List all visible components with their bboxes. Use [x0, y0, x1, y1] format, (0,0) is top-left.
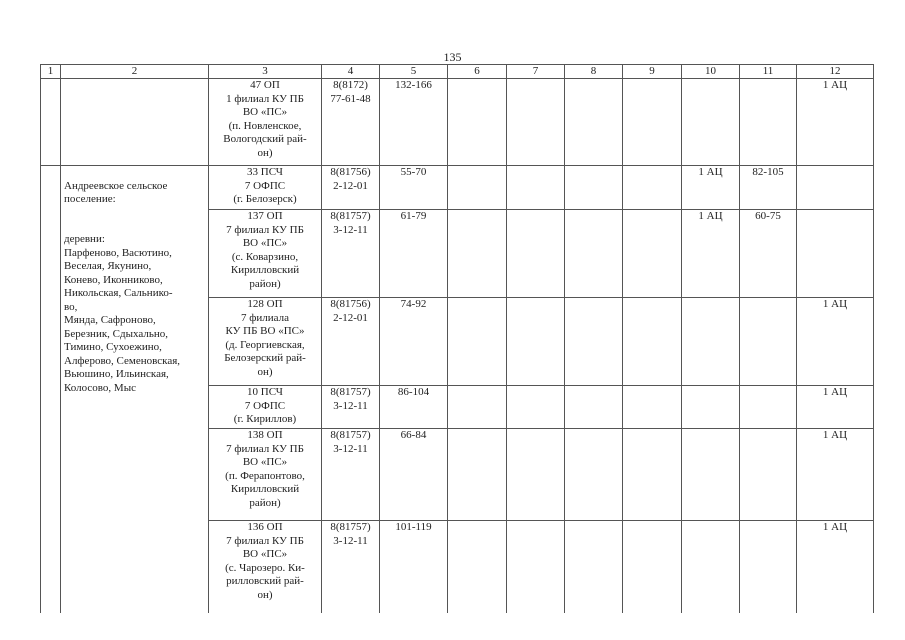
- table-cell: [565, 79, 623, 166]
- page-number: 135: [443, 50, 462, 64]
- table-cell: [507, 166, 565, 210]
- phone-cell: 8(81757) 3-12-11: [322, 429, 380, 521]
- table-cell: [448, 210, 507, 298]
- column-header: 12: [797, 65, 874, 79]
- col11-cell: 82-105: [740, 166, 797, 210]
- col11-cell: [740, 429, 797, 521]
- table-cell: [565, 429, 623, 521]
- col12-cell: 1 АЦ: [797, 386, 874, 429]
- settlement-villages: деревни: Парфеново, Васютино, Веселая, Якунино, Конево, Иконниково, Никольская, Сальнико- во, Мянда, Сафроново, Березник, Сдыхально, Тимино, Сухоежино, Алферово, Семеновская, Вьюшино, Ильинская, Колосово, Мыс: [64, 233, 181, 394]
- unit-cell: 128 ОП 7 филиала КУ ПБ ВО «ПС» (д. Георгиевская, Белозерский рай- он): [209, 298, 322, 386]
- unit-cell: 47 ОП 1 филиал КУ ПБ ВО «ПС» (п. Новленское, Вологодский рай- он): [209, 79, 322, 166]
- unit-cell: 33 ПСЧ 7 ОФПС (г. Белозерск): [209, 166, 322, 210]
- table-cell: [448, 79, 507, 166]
- col10-cell: [682, 429, 740, 521]
- table-cell: [623, 166, 682, 210]
- col11-cell: [740, 79, 797, 166]
- column-header: 5: [380, 65, 448, 79]
- column-header: 9: [623, 65, 682, 79]
- table-row: [41, 166, 874, 210]
- phone-cell: 8(81757) 3-12-11: [322, 386, 380, 429]
- table-cell: [565, 210, 623, 298]
- col12-cell: 1 АЦ: [797, 298, 874, 386]
- col11-cell: [740, 298, 797, 386]
- range-cell: 55-70: [380, 166, 448, 210]
- table-cell: [507, 429, 565, 521]
- table-cell: [448, 166, 507, 210]
- col11-cell: [740, 521, 797, 613]
- table-cell: [448, 521, 507, 613]
- table-cell: [448, 386, 507, 429]
- phone-cell: 8(81756) 2-12-01: [322, 166, 380, 210]
- col10-cell: 1 АЦ: [682, 210, 740, 298]
- column-header: 4: [322, 65, 380, 79]
- table-cell: [61, 79, 209, 166]
- table-cell: [507, 298, 565, 386]
- col12-cell: 1 АЦ: [797, 79, 874, 166]
- column-number-row: [41, 65, 874, 79]
- fire-coverage-table: [40, 64, 874, 613]
- column-header: 7: [507, 65, 565, 79]
- table-cell: [448, 429, 507, 521]
- table-cell: [507, 210, 565, 298]
- unit-cell: 137 ОП 7 филиал КУ ПБ ВО «ПС» (с. Коварзино, Кирилловский район): [209, 210, 322, 298]
- col10-cell: [682, 79, 740, 166]
- col11-cell: [740, 386, 797, 429]
- table-cell: [565, 386, 623, 429]
- col12-cell: 1 АЦ: [797, 429, 874, 521]
- table-cell: [565, 166, 623, 210]
- phone-cell: 8(81757) 3-12-11: [322, 210, 380, 298]
- col10-cell: [682, 386, 740, 429]
- table-cell: [565, 521, 623, 613]
- col12-cell: [797, 210, 874, 298]
- range-cell: 61-79: [380, 210, 448, 298]
- table-cell: [623, 210, 682, 298]
- unit-cell: 10 ПСЧ 7 ОФПС (г. Кириллов): [209, 386, 322, 429]
- phone-cell: 8(81757) 3-12-11: [322, 521, 380, 613]
- column-header: 10: [682, 65, 740, 79]
- table-cell: [507, 386, 565, 429]
- table-row: [41, 79, 874, 166]
- column-header: 11: [740, 65, 797, 79]
- table-cell: [623, 79, 682, 166]
- column-header: 6: [448, 65, 507, 79]
- unit-cell: 136 ОП 7 филиал КУ ПБ ВО «ПС» (с. Чарозеро. Ки- рилловский рай- он): [209, 521, 322, 613]
- column-header: 2: [61, 65, 209, 79]
- table-cell: [507, 521, 565, 613]
- range-cell: 66-84: [380, 429, 448, 521]
- column-header: 1: [41, 65, 61, 79]
- table-cell: [623, 429, 682, 521]
- range-cell: 101-119: [380, 521, 448, 613]
- unit-cell: 138 ОП 7 филиал КУ ПБ ВО «ПС» (п. Ферапонтово, Кирилловский район): [209, 429, 322, 521]
- column-header: 8: [565, 65, 623, 79]
- table-cell: [448, 298, 507, 386]
- table-cell: [41, 166, 61, 613]
- col10-cell: [682, 521, 740, 613]
- table-cell: [565, 298, 623, 386]
- settlement-title: Андреевское сельское поселение:: [64, 179, 168, 205]
- column-header: 3: [209, 65, 322, 79]
- table-cell: [507, 79, 565, 166]
- table-cell: [623, 386, 682, 429]
- settlement-cell: [61, 166, 209, 613]
- table-cell: [623, 298, 682, 386]
- col10-cell: [682, 298, 740, 386]
- col10-cell: 1 АЦ: [682, 166, 740, 210]
- col11-cell: 60-75: [740, 210, 797, 298]
- phone-cell: 8(8172) 77-61-48: [322, 79, 380, 166]
- col12-cell: [797, 166, 874, 210]
- col12-cell: 1 АЦ: [797, 521, 874, 613]
- range-cell: 74-92: [380, 298, 448, 386]
- phone-cell: 8(81756) 2-12-01: [322, 298, 380, 386]
- range-cell: 132-166: [380, 79, 448, 166]
- table-cell: [623, 521, 682, 613]
- table-cell: [41, 79, 61, 166]
- range-cell: 86-104: [380, 386, 448, 429]
